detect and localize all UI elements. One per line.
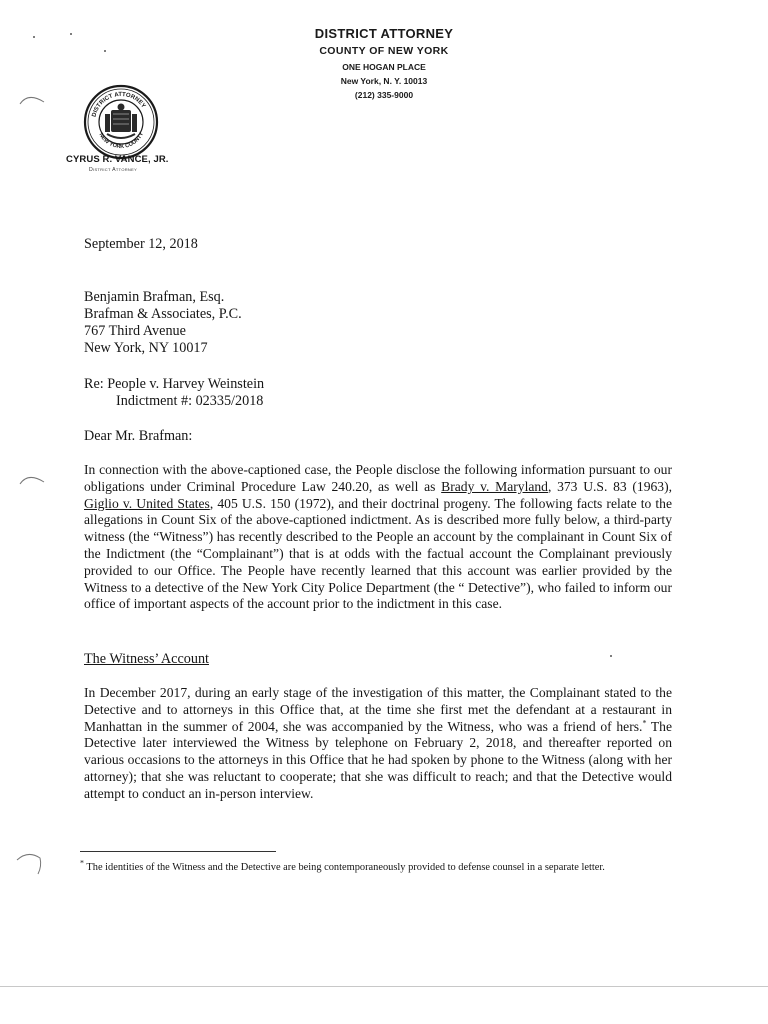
office-phone: (212) 335-9000 xyxy=(354,90,414,100)
witness-paragraph xyxy=(84,685,672,803)
footnote-reference: * xyxy=(642,718,647,728)
intro-text-1: In connection with the above-captioned case, the People disclose the following information pursuant to our obligations under Criminal Procedure Law 240.20, as well as xyxy=(84,462,672,494)
svg-text:DISTRICT ATTORNEY: DISTRICT ATTORNEY xyxy=(91,91,147,118)
intro-text-3: , 405 U.S. 150 (1972), and their doctrinal progeny. The following facts relate to the allegations in Count Six of the above-captioned indictment. As is described more fully below, a third-party witness (the “Witness”) has recently described to the People an account by the complainant in Count Six of the Indictment (the “Complainant”) that is at odds with the factual account the Complainant previously provided to our Office. The People have recently learned that this account was earlier provided by the Witness to a detective of the New York City Police Department (the “ Detective”), who failed to inform our office of important aspects of the account prior to the indictment in this case. xyxy=(84,495,672,612)
district-attorney-name: CYRUS R. VANCE, JR. xyxy=(66,154,169,165)
footnote-divider xyxy=(80,851,276,852)
punch-hole-bottom xyxy=(14,848,44,878)
intro-text-2: , 373 U.S. 83 (1963), xyxy=(547,478,673,494)
intro-paragraph xyxy=(84,462,672,613)
office-title: DISTRICT ATTORNEY xyxy=(314,26,454,41)
recipient-city: New York, NY 10017 xyxy=(84,340,208,356)
district-attorney-title: District Attorney xyxy=(89,167,138,173)
district-attorney-seal-icon xyxy=(83,84,159,160)
recipient-street: 767 Third Avenue xyxy=(84,323,186,339)
recipient-name: Benjamin Brafman, Esq. xyxy=(84,289,225,305)
salutation: Dear Mr. Brafman: xyxy=(84,428,193,444)
footnote-text: The identities of the Witness and the Detective are being contemporaneously provided to defense counsel in a separate letter. xyxy=(84,862,605,873)
office-county: COUNTY OF NEW YORK xyxy=(319,45,449,57)
case-citation-giglio: Giglio v. United States xyxy=(84,495,210,511)
re-case: Re: People v. Harvey Weinstein xyxy=(84,376,265,392)
witness-text-1: In December 2017, during an early stage of the investigation of this matter, the Complainant stated to the Detective and to attorneys in this Office that, at the time she first met the defendant at a restaurant in Manhattan in the summer of 2004, she was accompanied by the Witness, who was a friend of hers. xyxy=(84,685,672,734)
punch-hole-middle xyxy=(18,468,48,494)
recipient-firm: Brafman & Associates, P.C. xyxy=(84,306,242,322)
office-city: New York, N. Y. 10013 xyxy=(340,76,428,86)
office-address: ONE HOGAN PLACE xyxy=(342,62,426,72)
footnote-mark: * xyxy=(80,858,84,868)
section-heading: The Witness’ Account xyxy=(84,651,209,667)
case-citation-brady: Brady v. Maryland xyxy=(441,478,548,494)
re-indictment: Indictment #: 02335/2018 xyxy=(116,393,264,409)
scan-speck xyxy=(610,655,612,657)
svg-text:NEW YORK COUNTY: NEW YORK COUNTY xyxy=(97,131,146,151)
footnote xyxy=(80,858,670,876)
letter-date: September 12, 2018 xyxy=(84,236,198,252)
scan-edge-line xyxy=(0,986,768,987)
witness-text-2: The Detective later interviewed the Witness by telephone on February 2, 2018, and thereafter reported on various occasions to the attorneys in this Office that he had spoken by phone to the Witness (along with her attorney); that she was reluctant to cooperate; that she was difficult to reach; and that the Detective would attempt to conduct an in-person interview. xyxy=(84,718,672,801)
